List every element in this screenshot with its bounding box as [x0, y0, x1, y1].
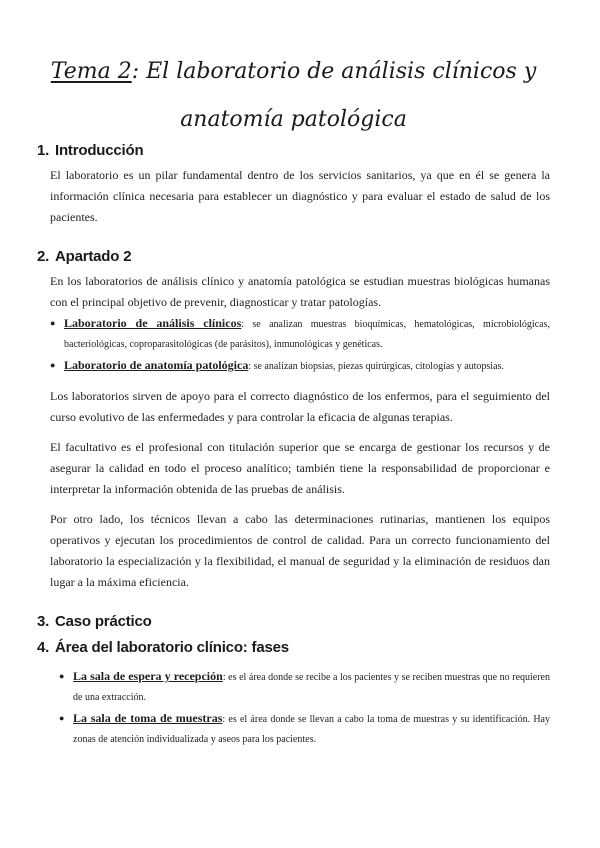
paragraph-facultativo: El facultativo es el profesional con titulación superior que se encarga de gestionar los recursos y de asegurar la calidad en todo el proceso analítico; también tiene la responsabilidad de proporcionar e interpretar la información obtenida de las pruebas de análisis.: [50, 440, 550, 496]
section-title: Caso práctico: [55, 613, 152, 630]
list-item-text: : es el área donde se llevan a cabo la toma de muestras y su identificación. Hay zonas de atención individualizada y aseos para los pacientes.: [73, 714, 550, 745]
title-text: : El laboratorio de análisis clínicos y: [131, 59, 537, 84]
bullet-icon: ●: [59, 671, 65, 681]
list-item-term: La sala de espera y recepción: [73, 669, 223, 683]
section-heading-3: [37, 613, 550, 630]
section-title: Apartado 2: [55, 248, 132, 265]
list-item-term: La sala de toma de muestras: [73, 711, 223, 725]
list-item: [50, 355, 550, 377]
section-title: Área del laboratorio clínico: fases: [55, 639, 289, 656]
section-number: 3.: [37, 613, 50, 630]
title-topic: Tema 2: [50, 59, 132, 84]
document-title: [37, 0, 550, 144]
section-number: 4.: [37, 639, 50, 656]
paragraph-apartado-intro: En los laboratorios de análisis clínico y anatomía patológica se estudian muestras biológicas humanas con el principal objetivo de prevenir, diagnosticar y tratar patologías.: [50, 274, 550, 309]
section-heading-4: [37, 639, 550, 656]
section-heading-1: [37, 142, 550, 159]
section-number: 1.: [37, 142, 50, 159]
bullet-icon: ●: [59, 713, 65, 723]
list-item: [59, 708, 550, 750]
list-item: [50, 313, 550, 355]
list-item-text: : se analizan muestras bioquímicas, hematológicas, microbiológicas, bacteriológicas, coproparasitológicas (de parásitos), inmunológicas y genéticas.: [64, 319, 550, 350]
title-line-2: anatomía patológica: [180, 107, 407, 132]
bullet-icon: ●: [50, 318, 56, 328]
bullet-icon: ●: [50, 360, 56, 370]
list-item-term: Laboratorio de anatomía patológica: [64, 358, 249, 372]
list-item-term: Laboratorio de análisis clínicos: [64, 316, 242, 330]
section-title: Introducción: [55, 142, 144, 159]
section-heading-2: [37, 248, 550, 265]
bullet-list-laboratorios: [37, 313, 550, 377]
list-item-text: : se analizan biopsias, piezas quirúrgicas, citologías y autopsias.: [248, 361, 504, 372]
title-line-1: [37, 48, 550, 96]
list-item: [59, 666, 550, 708]
paragraph-tecnicos: Por otro lado, los técnicos llevan a cabo las determinaciones rutinarias, mantienen los equipos operativos y ejecutan los procedimientos de control de calidad. Para un correcto funcionamiento del laboratorio la especialización y la flexibilidad, el manual de seguridad y la eliminación de residuos dan lugar a la máxima eficiencia.: [50, 512, 550, 589]
list-item-text: : es el área donde se recibe a los pacientes y se reciben muestras que no requieren de una extracción.: [73, 672, 550, 703]
section-number: 2.: [37, 248, 50, 265]
bullet-list-fases: [37, 666, 550, 750]
paragraph-introduccion: El laboratorio es un pilar fundamental dentro de los servicios sanitarios, ya que en él se genera la información clínica necesaria para establecer un diagnóstico y para evaluar el estado de salud de los pacientes.: [50, 168, 550, 224]
paragraph-apoyo: Los laboratorios sirven de apoyo para el correcto diagnóstico de los enfermos, para el seguimiento del curso evolutivo de las enfermedades y para controlar la eficacia de algunas terapias.: [50, 389, 550, 424]
